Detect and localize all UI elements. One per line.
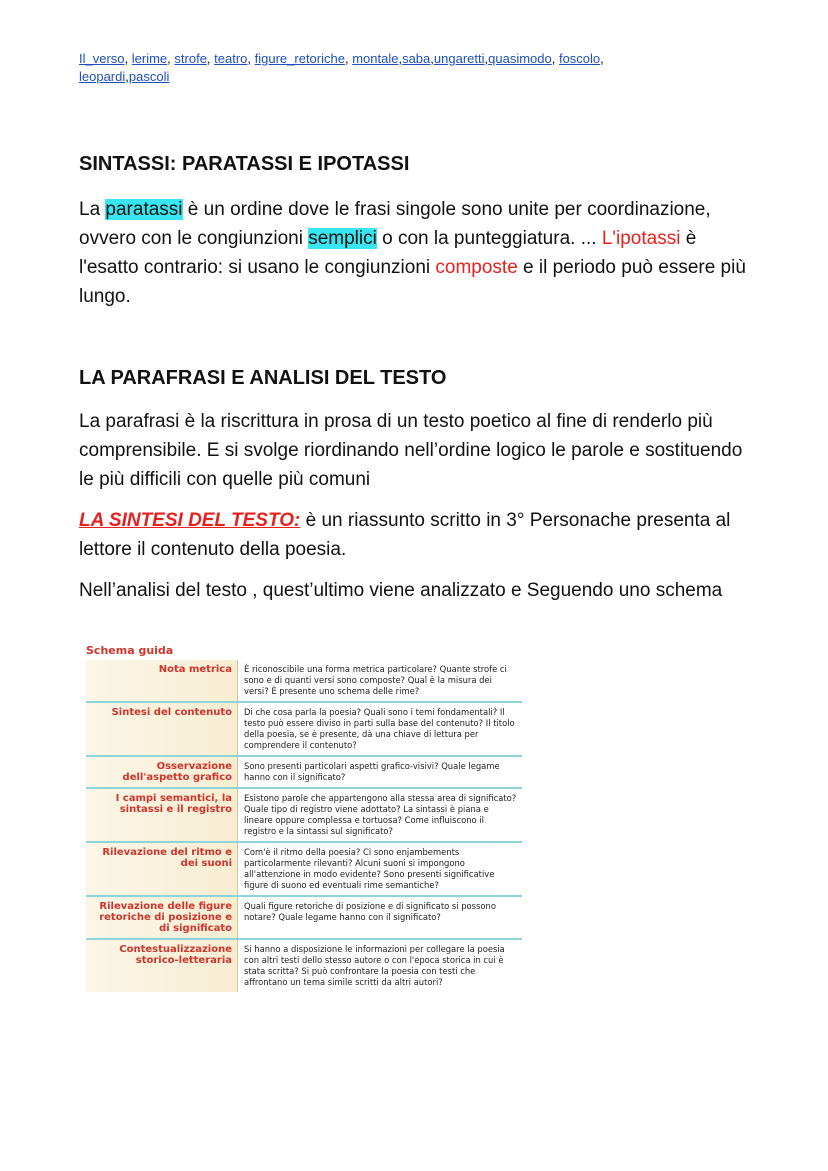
link-il-verso[interactable]: Il_verso [79,51,125,66]
paragraph-analisi: Nell’analisi del testo , quest’ultimo viene analizzato e Seguendo uno schema [79,580,723,601]
schema-row-label: I campi semantici, la sintassi e il registro [86,789,238,841]
link-strofe[interactable]: strofe [174,51,207,66]
text-span: è un ordine dove le frasi singole sono unite per coordinazione, ovvero con le congiunzioni [79,199,711,249]
schema-row [86,940,522,992]
link-quasimodo[interactable]: quasimodo [488,51,552,66]
schema-row [86,789,522,843]
schema-row-label: Osservazione dell'aspetto grafico [86,757,238,787]
text-span: è l'esatto contrario: si usano le congiunzioni [79,228,697,278]
section-title-sintassi: SINTASSI: PARATASSI E IPOTASSI [79,153,410,175]
section-title-parafrasi: LA PARAFRASI E ANALISI DEL TESTO [79,367,447,389]
topic-links-nav: Il_verso, lerime, strofe, teatro, figure_retoriche, montale,saba,ungaretti,quasimodo, foscolo, leopardi,pascoli [79,51,604,84]
schema-row-text: Si hanno a disposizione le informazioni per collegare la poesia con altri testi dello stesso autore o con l'epoca storica in cui è stata scritta? Si può confrontare la poesia con testi che affrontano un tema simile scritti da altri autori? [244,944,505,987]
schema-row [86,897,522,940]
schema-row [86,660,522,703]
link-leopardi[interactable]: leopardi [79,69,126,84]
link-figure-retoriche[interactable]: figure_retoriche [254,51,345,66]
schema-row-label: Nota metrica [86,660,238,701]
schema-row-text: Di che cosa parla la poesia? Quali sono i temi fondamentali? Il testo può essere diviso in parti sulla base del contenuto? Il titolo della poesia, se è presente, dà una chiave di lettura per comprendere il contenuto? [244,707,515,750]
link-teatro[interactable]: teatro [214,51,248,66]
red-composte: composte [435,257,518,278]
schema-row-text: Com'è il ritmo della poesia? Ci sono enjambements particolarmente rilevanti? Alcuni suoni si impongono all'attenzione in modo evidente? Sono presenti significative figure di suono ed eventuali rime semantiche? [244,847,495,890]
text-span: e il periodo può essere più lungo. [79,257,746,307]
link-ungaretti[interactable]: ungaretti [433,51,485,66]
link-pascoli[interactable]: pascoli [128,69,170,84]
link-saba[interactable]: saba [402,51,431,66]
schema-row-text: Esistono parole che appartengono alla stessa area di significato? Quale tipo di registro viene adottato? La sintassi è piana e lineare oppure complessa e tortuosa? Come influiscono il registro e la sintassi sul significato? [244,793,517,836]
link-lerime[interactable]: lerime [131,51,168,66]
schema-row-label: Rilevazione delle figure retoriche di posizione e di significato [86,897,238,938]
schema-row [86,757,522,789]
paragraph-sintesi [79,506,759,564]
sintesi-label: LA SINTESI DEL TESTO: [79,510,301,531]
paragraph-paratassi-ipotassi [79,195,759,311]
schema-row-label: Sintesi del contenuto [86,703,238,755]
red-ipotassi: L'ipotassi [601,228,681,249]
schema-row-label: Rilevazione del ritmo e dei suoni [86,843,238,895]
schema-row-label: Contestualizzazione storico-letteraria [86,940,238,992]
text-span: o con la punteggiatura. ... [376,228,602,249]
schema-row [86,843,522,897]
schema-row-text: Sono presenti particolari aspetti grafico-visivi? Quale legame hanno con il significato? [244,761,500,782]
link-montale[interactable]: montale [352,51,399,66]
sintesi-text: è un riassunto scritto in 3° Personache presenta al lettore il contenuto della poesia. [79,510,731,560]
schema-title: Schema guida [86,644,174,657]
link-foscolo[interactable]: foscolo [558,51,601,66]
schema-row-text: È riconoscibile una forma metrica particolare? Quante strofe ci sono e di quanti versi sono composte? Qual è la misura dei versi? È presente uno schema delle rime? [244,664,507,696]
schema-guida-figure [86,644,522,992]
text-span: La [79,199,106,220]
schema-row-text: Quali figure retoriche di posizione e di significato si possono notare? Quale legame hanno con il significato? [244,901,496,922]
highlight-paratassi: paratassi [105,199,183,220]
highlight-semplici: semplici [308,228,377,249]
paragraph-parafrasi: La parafrasi è la riscrittura in prosa di un testo poetico al fine di renderlo più comprensibile. E si svolge riordinando nell’ordine logico le parole e sostituendo le più difficili con quelle più comuni [79,411,743,490]
schema-row [86,703,522,757]
